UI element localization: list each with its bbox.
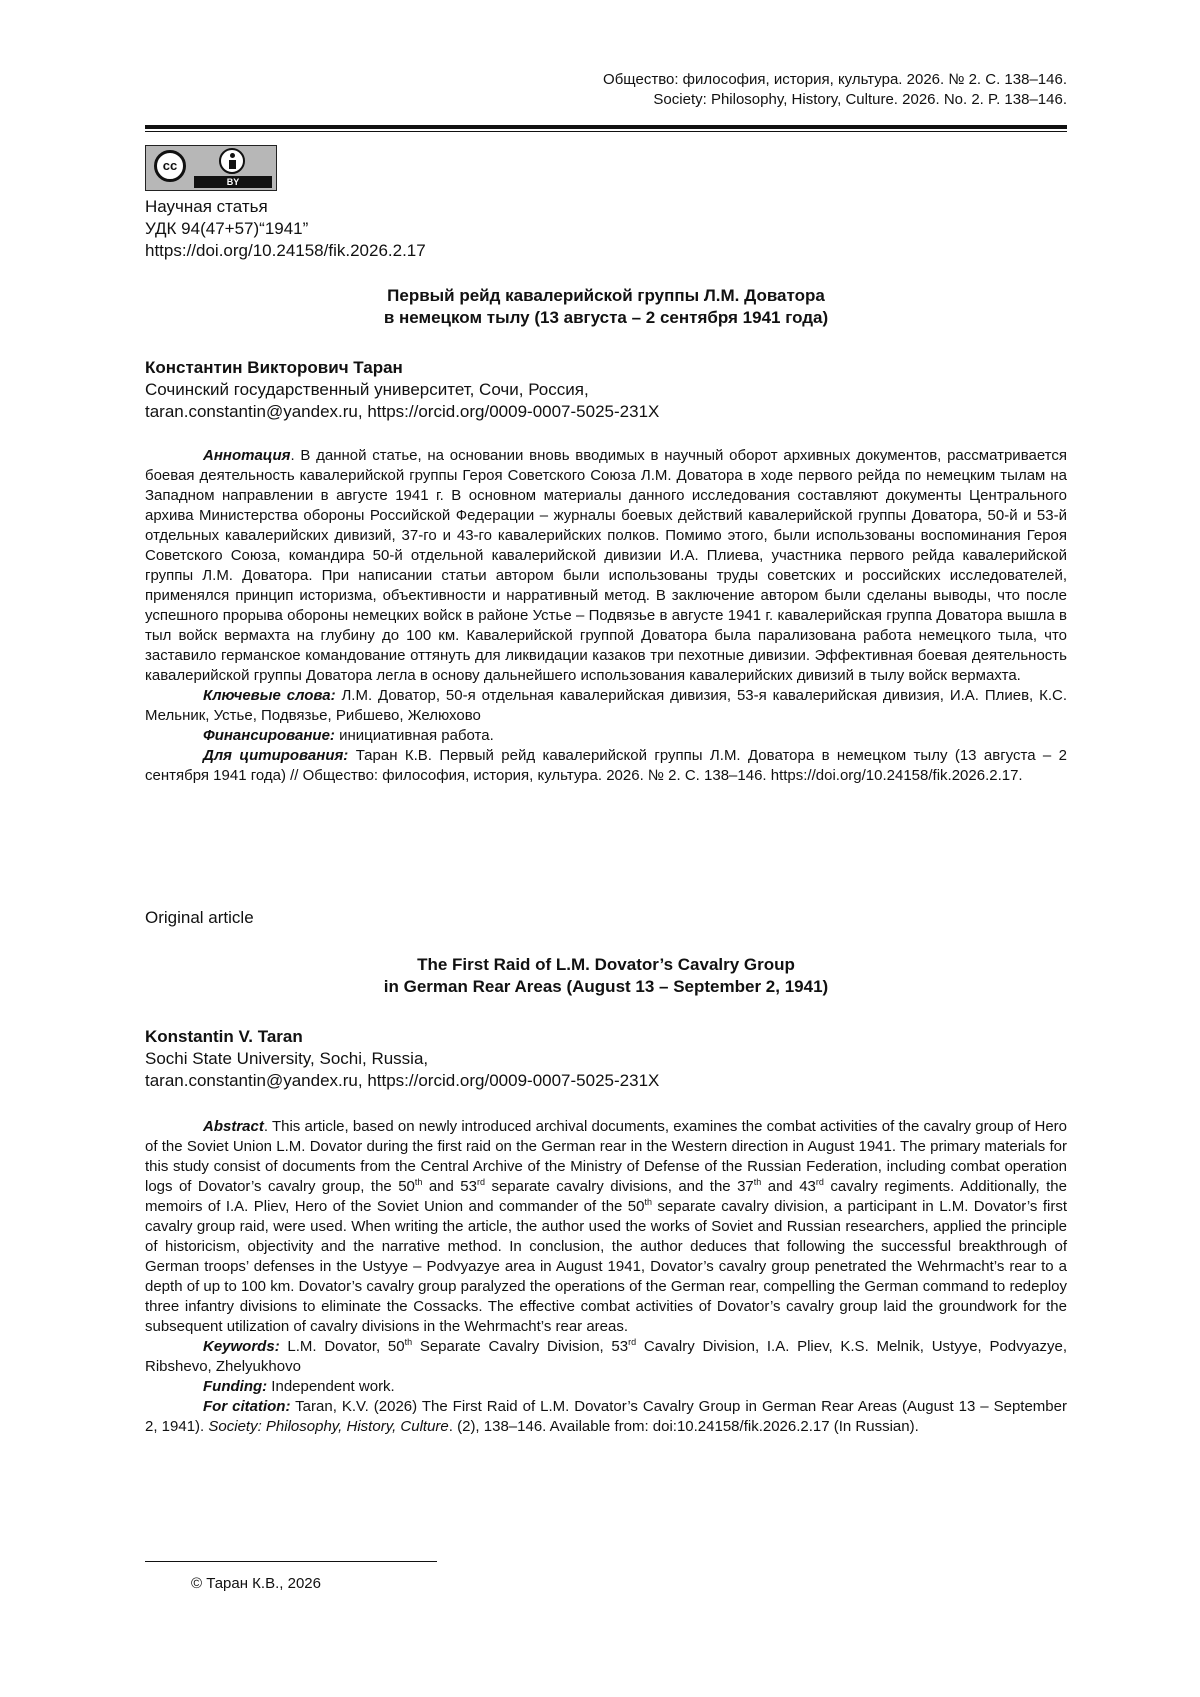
abstract-en-paragraph (145, 1117, 1067, 1337)
doi-link[interactable]: https://doi.org/10.24158/fik.2026.2.17 (145, 241, 426, 260)
funding-ru-label: Финансирование: (203, 727, 335, 744)
article-type-ru: Научная статья (145, 197, 268, 216)
header-rule-thin (145, 131, 1067, 132)
title-en-line2: in German Rear Areas (August 13 – September 2, 1941) (383, 977, 829, 996)
running-head-en: Society: Philosophy, History, Culture. 2026. No. 2. P. 138–146. (653, 91, 1067, 108)
keywords-ru (145, 686, 1067, 726)
abstract-en-text-3: separate cavalry divisions, and the 37 (485, 1178, 754, 1195)
affiliation-ru: Сочинский государственный университет, Сочи, Россия, (145, 380, 589, 399)
article-type-en: Original article (145, 908, 254, 927)
title-en (145, 954, 1067, 998)
funding-ru-text: инициативная работа. (334, 727, 494, 744)
footnote-rule (145, 1561, 437, 1562)
ordinal-suffix: th (753, 1177, 762, 1187)
keywords-en-text-3: Cavalry Division, I.A. Pliev, K.S. Melnik, Ustyye, Podvyazye, Ribshevo, Zhelyukhovo (145, 1338, 1067, 1375)
keywords-en-text-2: Separate Cavalry Division, 53 (412, 1338, 629, 1355)
keywords-ru-label: Ключевые слова: (203, 687, 336, 704)
abstract-en-text-5: cavalry regiments. Additionally, the memoirs of I.A. Pliev, Hero of the Soviet Union and commander of the 50 (145, 1178, 1067, 1215)
ordinal-suffix: th (404, 1337, 413, 1347)
ordinal-suffix: th (414, 1177, 423, 1187)
keywords-en-label: Keywords: (203, 1338, 280, 1355)
running-head-ru: Общество: философия, история, культура. 2026. № 2. С. 138–146. (603, 71, 1067, 88)
creative-commons-icon: cc (154, 150, 186, 182)
abstract-en-label: Abstract (203, 1118, 264, 1135)
abstract-en-text-6: separate cavalry division, a participant in L.M. Dovator’s first cavalry group raid, were used. When writing the article, the author used the works of Soviet and Russian researchers, applied the principle of historicism, objectivity and the narrative method. In conclusion, the author deduces that following the successful breakthrough of German troops’ defenses in the Ustyye – Podvyazye area in August 1941, Dovator’s cavalry group penetrated the Wehrmacht’s rear to a depth of up to 100 km. Dovator’s cavalry group paralyzed the operations of the German rear, compelling the German command to redeploy three infantry divisions to eliminate the Cossacks. The effective combat activities of Dovator’s cavalry group laid the groundwork for the subsequent utilization of cavalry divisions in the Wehrmacht’s rear areas. (145, 1198, 1067, 1335)
author-name-en: Konstantin V. Taran (145, 1027, 303, 1046)
title-ru-line1: Первый рейд кавалерийской группы Л.М. Доватора (387, 286, 825, 305)
abstract-ru-label: Аннотация (203, 447, 291, 464)
citation-ru-text: Таран К.В. Первый рейд кавалерийской группы Л.М. Доватора в немецком тылу (13 августа – 2 сентября 1941 года) // Общество: философия, история, культура. 2026. № 2. С. 138–146. https://doi.org/10.24158/fik.2026.2.17. (145, 747, 1067, 784)
affiliation-en: Sochi State University, Sochi, Russia, (145, 1049, 429, 1068)
attribution-person-icon (219, 148, 245, 174)
citation-en-text-2: . (2), 138–146. Available from: doi:10.24158/fik.2026.2.17 (In Russian). (448, 1418, 919, 1435)
ordinal-suffix: th (644, 1197, 652, 1207)
ordinal-suffix: rd (476, 1177, 485, 1187)
cc-by-license-badge[interactable] (145, 145, 277, 191)
abstract-ru-paragraph (145, 446, 1067, 686)
copyright-footnote: © Таран К.В., 2026 (191, 1575, 321, 1592)
keywords-ru-text: Л.М. Доватор, 50-я отдельная кавалерийская дивизия, 53-я кавалерийская дивизия, И.А. Плиев, К.С. Мельник, Устье, Подвязье, Рибшево, Желюхово (145, 687, 1067, 724)
abstract-en-text-4: and 43 (761, 1178, 816, 1195)
abstract-ru-text: . В данной статье, на основании вновь вводимых в научный оборот архивных документов, рассматривается боевая деятельность кавалерийской группы Героя Советского Союза Л.М. Доватора в ходе первого рейда по немецким тылам на Западном направлении в августе 1941 г. В основном материалы данного исследования составляют документы Центрального архива Министерства обороны Российской Федерации – журналы боевых действий кавалерийской группы Доватора, 50-й и 53-й отдельных кавалерийских дивизий, 37-го и 43-го кавалерийских полков. Помимо этого, были использованы воспоминания Героя Советского Союза, командира 50-й отдельной кавалерийской дивизии И.А. Плиева, участника первого рейда кавалерийской группы Л.М. Доватора. При написании статьи автором были использованы труды советских и российских исследователей, применялся принцип историзма, объективности и нарративный метод. В заключение автором были сделаны выводы, что после успешного прорыва обороны немецких войск в районе Устье – Подвязье в августе 1941 г. кавалерийская группа Доватора вышла в тыл войск вермахта на глубину до 100 км. Кавалерийской группой Доватора была парализована работа немецкого тыла, что заставило германское командование оттянуть для ликвидации казаков три пехотные дивизии. Эффективная боевая деятельность кавалерийской группы Доватора легла в основу дальнейшего использования кавалерийских дивизий в тылу войск вермахта. (145, 447, 1067, 684)
author-name-ru: Константин Викторович Таран (145, 358, 403, 377)
title-ru-line2: в немецком тылу (13 августа – 2 сентября 1941 года) (383, 308, 829, 327)
funding-en-label: Funding: (203, 1378, 268, 1395)
abstract-en-text-2: and 53 (422, 1178, 477, 1195)
ordinal-suffix: rd (628, 1337, 637, 1347)
citation-ru-label: Для цитирования: (203, 747, 349, 764)
citation-en-text-1: Taran, K.V. (2026) The First Raid of L.M. Dovator’s Cavalry Group in German Rear Areas (August 13 – September 2, 1941). (145, 1398, 1067, 1435)
citation-en-journal: Society: Philosophy, History, Culture (208, 1418, 449, 1435)
keywords-en-text-1: L.M. Dovator, 50 (279, 1338, 405, 1355)
by-label: BY (194, 176, 272, 188)
keywords-en (145, 1337, 1067, 1377)
article-meta (145, 196, 426, 262)
title-ru (145, 285, 1067, 329)
abstract-ru (145, 446, 1067, 786)
citation-en (145, 1397, 1067, 1437)
udc-code: УДК 94(47+57)“1941” (145, 219, 309, 238)
abstract-en-text-1: . This article, based on newly introduced archival documents, examines the combat activities of the cavalry group of Hero of the Soviet Union L.M. Dovator during the first raid on the German rear in the Western direction in August 1941. The primary materials for this study consist of documents from the Central Archive of the Ministry of Defense of the Russian Federation, including combat operation logs of Dovator’s cavalry group, the 50 (145, 1118, 1067, 1195)
abstract-en (145, 1117, 1067, 1437)
citation-en-label: For citation: (203, 1398, 291, 1415)
author-block-ru (145, 357, 1067, 423)
contact-ru[interactable]: taran.constantin@yandex.ru, https://orcid.org/0009-0007-5025-231X (145, 402, 660, 421)
contact-en[interactable]: taran.constantin@yandex.ru, https://orcid.org/0009-0007-5025-231X (145, 1071, 660, 1090)
funding-en (145, 1377, 1067, 1397)
title-en-line1: The First Raid of L.M. Dovator’s Cavalry Group (417, 955, 795, 974)
ordinal-suffix: rd (815, 1177, 824, 1187)
running-head (145, 70, 1067, 110)
funding-ru (145, 726, 1067, 746)
citation-ru (145, 746, 1067, 786)
funding-en-text: Independent work. (267, 1378, 395, 1395)
author-block-en (145, 1026, 1067, 1092)
header-rule-thick (145, 125, 1067, 129)
